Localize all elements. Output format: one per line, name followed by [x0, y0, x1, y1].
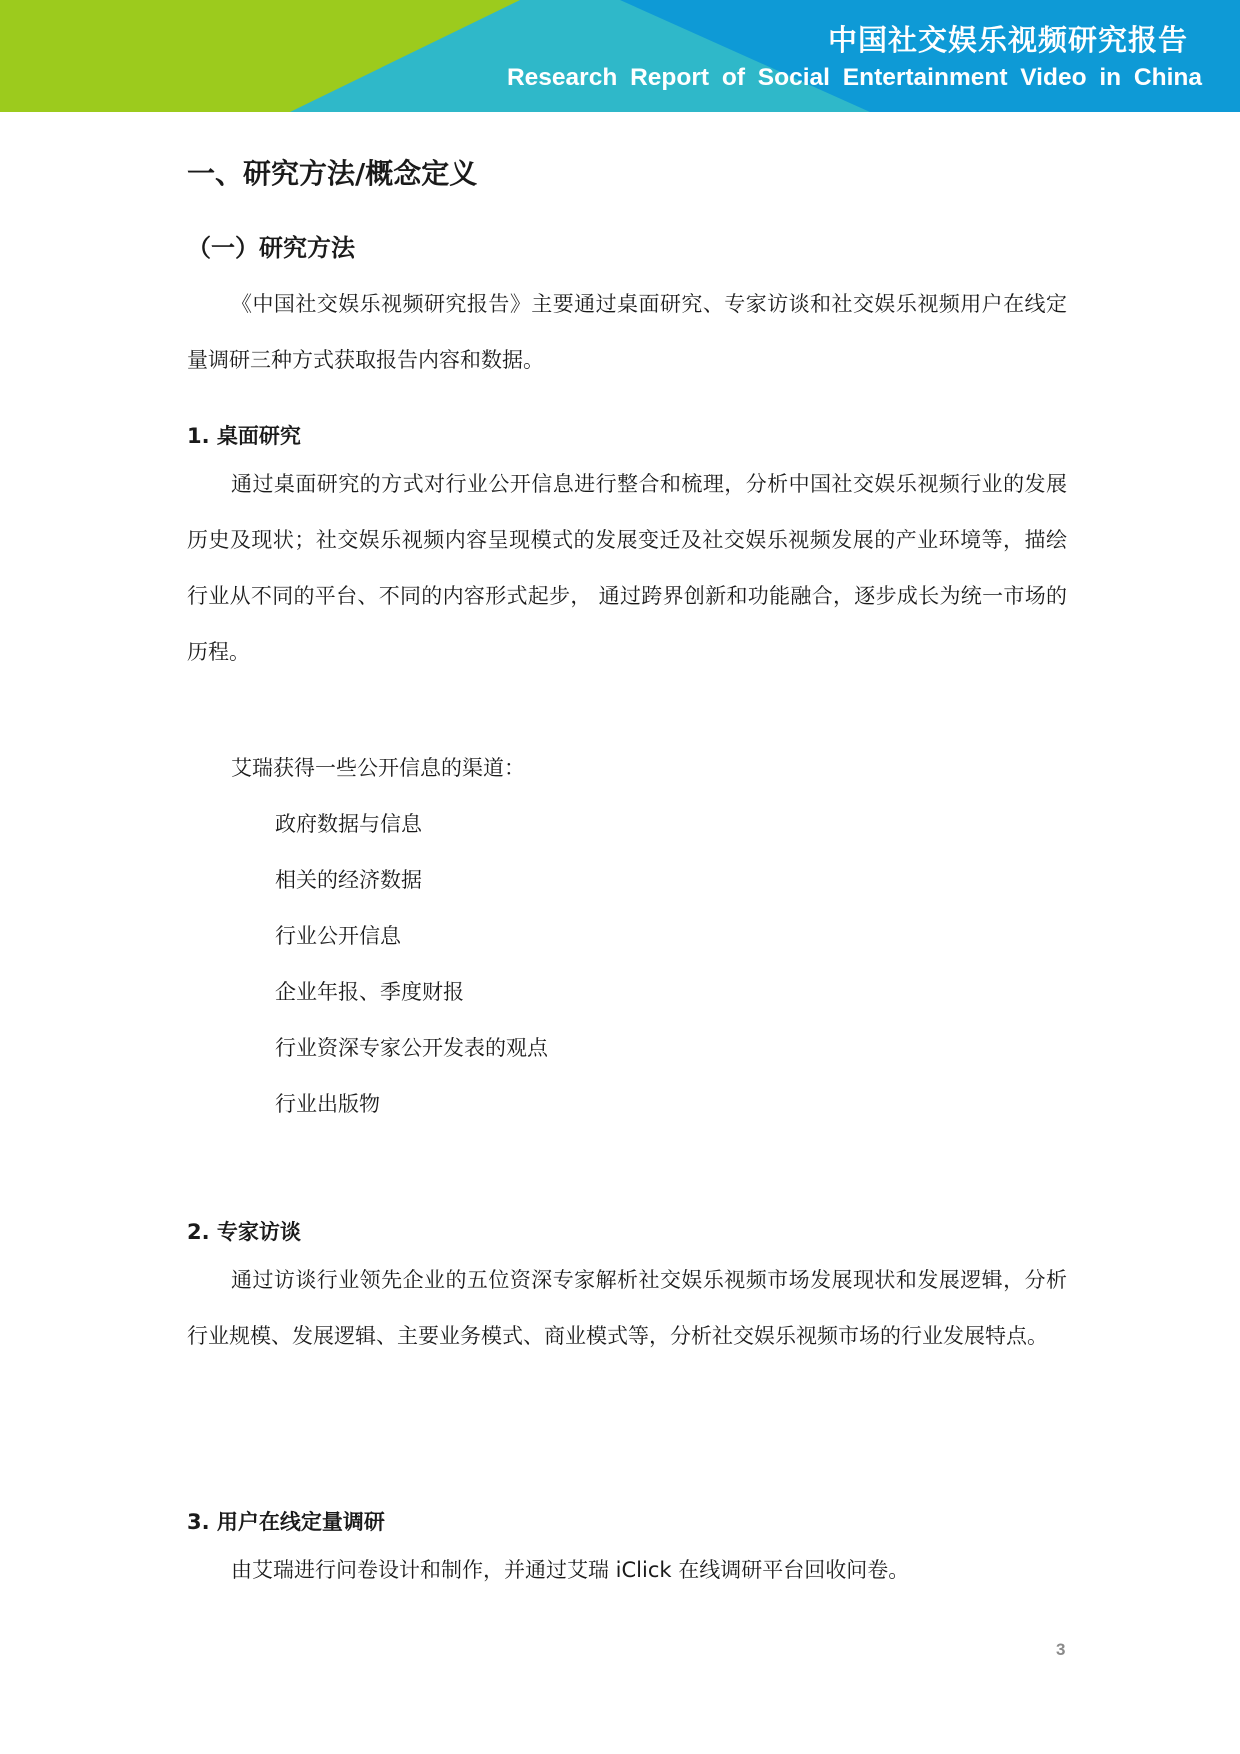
desk-research-heading: 1. 桌面研究: [187, 424, 301, 448]
list-item: 行业出版物: [275, 1092, 380, 1116]
subsection-title: （一）研究方法: [187, 234, 355, 262]
expert-interview-heading: 2. 专家访谈: [187, 1220, 301, 1244]
report-title-cn: 中国社交娱乐视频研究报告: [827, 23, 1188, 57]
list-item: 行业公开信息: [275, 924, 401, 948]
page-number: 3: [1056, 1640, 1066, 1659]
sources-intro: 艾瑞获得一些公开信息的渠道：: [231, 756, 525, 780]
list-item: 相关的经济数据: [275, 868, 422, 892]
desk-research-paragraph: 通过桌面研究的方式对行业公开信息进行整合和梳理，分析中国社交娱乐视频行业的发展历史及现状；社交娱乐视频内容呈现模式的发展变迁及社交娱乐视频发展的产业环境等，描绘行业从不同的平台、不同的内容形式起步， 通过跨界创新和功能融合，逐步成长为统一市场的历程。: [187, 472, 1067, 664]
list-item: 政府数据与信息: [275, 812, 422, 836]
list-item: 企业年报、季度财报: [275, 980, 464, 1004]
section-title: 一、研究方法/概念定义: [187, 157, 478, 190]
header-banner: [0, 0, 1240, 112]
expert-interview-paragraph: 通过访谈行业领先企业的五位资深专家解析社交娱乐视频市场发展现状和发展逻辑，分析行业规模、发展逻辑、主要业务模式、商业模式等，分析社交娱乐视频市场的行业发展特点。: [187, 1268, 1067, 1348]
online-survey-paragraph: 由艾瑞进行问卷设计和制作，并通过艾瑞 iClick 在线调研平台回收问卷。: [231, 1558, 910, 1582]
list-item: 行业资深专家公开发表的观点: [275, 1036, 548, 1060]
report-title-en: Research Report of Social Entertainment Video in China: [506, 64, 1202, 91]
intro-paragraph: 《中国社交娱乐视频研究报告》主要通过桌面研究、专家访谈和社交娱乐视频用户在线定量调研三种方式获取报告内容和数据。: [187, 292, 1067, 372]
online-survey-heading: 3. 用户在线定量调研: [187, 1510, 385, 1534]
